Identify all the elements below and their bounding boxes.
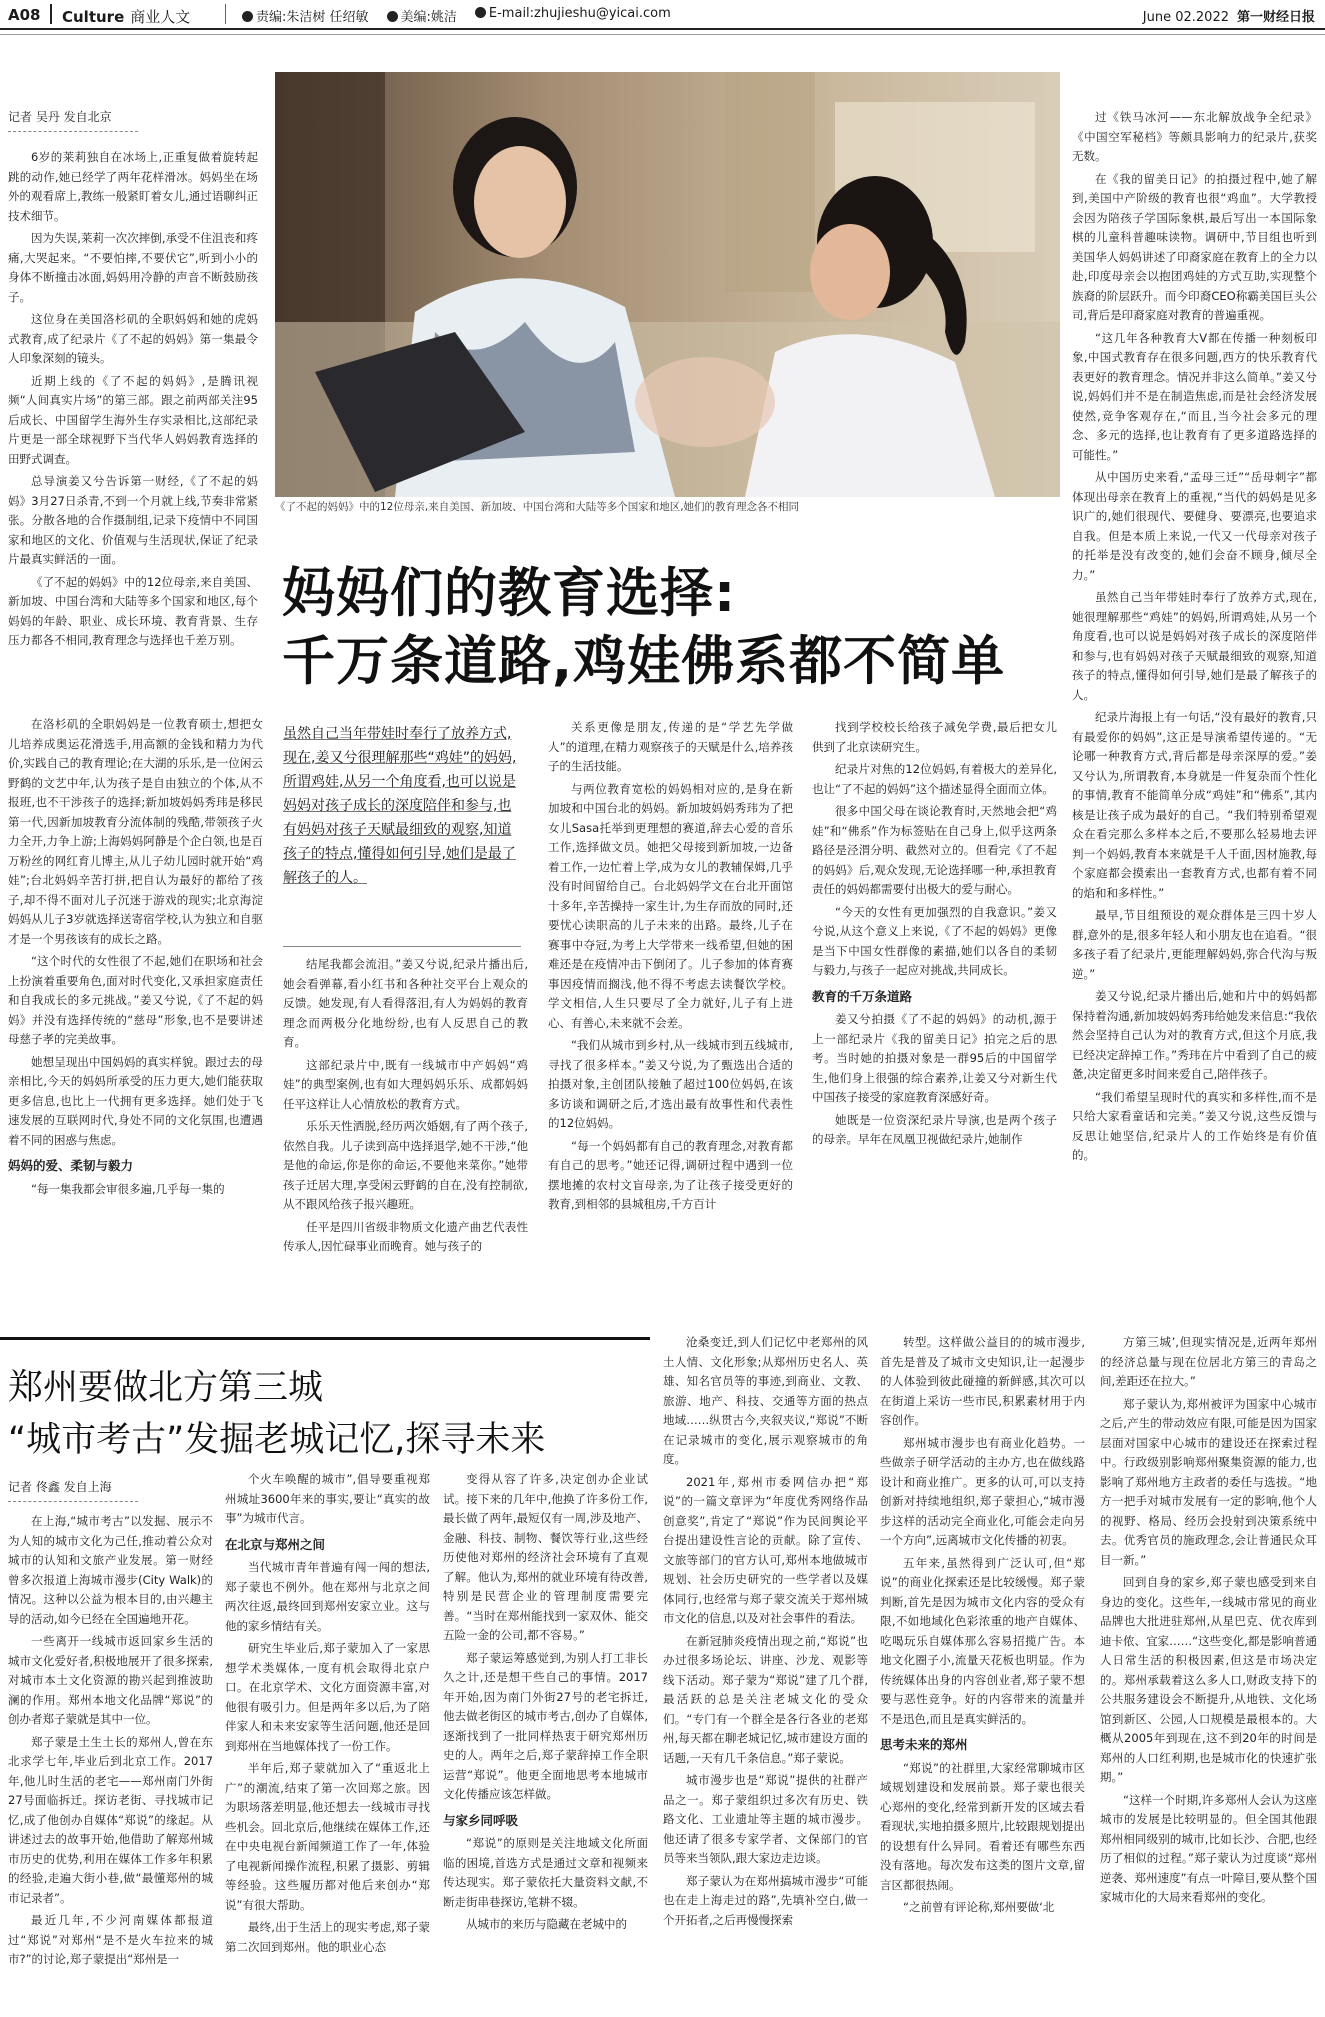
- paragraph: 从中国历史来看,“孟母三迁”“岳母刺字”都体现出母亲在教育上的重视,“当代的妈妈是见多识广的,她们很现代、要健身、要漂亮,也要追求自我。但是本质上来说,一代又一代母亲对孩子的托举是没有改变的,她们会奋不顾身,倾尽全力。”: [1072, 470, 1317, 582]
- paragraph: 与两位教育宽松的妈妈相对应的,是身在新加坡和中国台北的妈妈。新加坡妈妈秀玮为了把女儿Sasa托举到更理想的赛道,辞去心爱的音乐工作,选择做文员。她把父母接到新加坡,一边备着工作,一边忙着上学,成为女儿的教辅保姆,几乎没有时间留给自己。台北妈妈学文在台北开面馆十多年,辛苦操持一家生计,为生存而放的同时,还要忧心读职高的儿子未来的出路。最终,儿子在赛事中夺冠,为考上大学带来一线希望,但她的困难还是在疫情冲击下倒闭了。儿子参加的体育赛事因疫情而搁浅,他不得不考虑去读餐饮学校。学文相信,人生只要尽了全力就好,儿子有上进心、有善心,未来就不会差。: [548, 781, 793, 1030]
- bullet-icon: [387, 11, 398, 22]
- article2-column-4: [663, 1333, 868, 2012]
- issue-date: [1143, 6, 1315, 25]
- paragraph: 她想呈现出中国妈妈的真实样貌。跟过去的母亲相比,今天的妈妈所承受的压力更大,她们能获取更多信息,也比上一代拥有更多选择。她们处于飞速发展的互联网时代,身处不同的文化氛围,也遭遇着不同的困惑与焦虑。: [8, 1054, 263, 1147]
- paragraph: 纪录片对焦的12位妈妈,有着极大的差异化,也让“了不起的妈妈”这个描述显得全面而立体。: [812, 762, 1057, 796]
- article1-column-5: [1072, 108, 1317, 1308]
- paragraph: 这位身在美国洛杉矶的全职妈妈和她的虎妈式教育,成了纪录片《了不起的妈妈》第一集最令人印象深刻的镜头。: [8, 312, 258, 365]
- paragraph: 因为失误,莱莉一次次摔倒,承受不住沮丧和疼痛,大哭起来。“不要怕摔,不要伏它”,听到小小的身体不断撞击冰面,妈妈用冷静的声音不断鼓励孩子。: [8, 231, 258, 304]
- paragraph: 近期上线的《了不起的妈妈》,是腾讯视频“人间真实片场”的第三部。跟之前两部关注95后成长、中国留学生海外生存实录相比,这部纪录片更是一部全球视野下当代华人妈妈教育选择的田野式调查。: [8, 373, 258, 466]
- paragraph: 纪录片海报上有一句话,“没有最好的教育,只有最爱你的妈妈”,这正是导演希望传递的。“无论哪一种教育方式,背后都是母亲深厚的爱。”姜又兮认为,所谓教育,本身就是一件复杂而个性化的事情,教育不能简单分成“鸡娃”和“佛系”,其内核是让孩子成为最好的自己。“我们特别希望观众在看完那么多样本之后,不要那么轻易地去评判一个妈妈,教育本来就是千人千面,因材施教,每个家庭都会摸索出一套教育方式,也都有着不同的焰和和多样性。”: [1072, 710, 1317, 900]
- subhead-b: 与家乡同呼吸: [443, 1812, 519, 1828]
- article1-headline: [282, 560, 1062, 696]
- paragraph: 郑子蒙是土生土长的郑州人,曾在东北求学七年,毕业后到北京工作。2017年,他儿时生活的老宅——郑州南门外街27号面临拆迁。探访老街、寻找城市记忆,成了他创办自媒体“郑说”的缘起。从讲述过去的故事开始,他借助了解郑州城市历史的优势,利用在媒体工作多年积累的经验,走遍大街小巷,做“最懂郑州的城市记录者”。: [8, 1734, 213, 1905]
- paragraph: “我们希望呈现时代的真实和多样性,而不是只给大家看童话和完美。”姜又兮说,这些反馈与反思让她坚信,纪录片人的工作始终是有价值的。: [1072, 1089, 1317, 1162]
- section-name-en: Culture: [62, 8, 125, 26]
- paragraph: “郑说”的社群里,大家经常聊城市区域规划建设和发展前景。郑子蒙也很关心郑州的变化,经常到新开发的区域去看看现状,实地拍摄多照片,比较跟规划提出的设想有什么异同。看着还有哪些东西没有落地。每次发布这类的图片文章,留言区都很热闹。: [880, 1760, 1085, 1892]
- page-header: [0, 0, 1325, 30]
- paragraph: 当代城市青年普遍有闯一闯的想法,郑子蒙也不例外。他在郑州与北京之间两次往返,最终回到郑州安家立业。这与他的家乡情结有关。: [225, 1560, 430, 1633]
- header-divider: [225, 4, 226, 24]
- article1-column-1b: [8, 715, 263, 1315]
- paragraph: 沧桑变迁,到人们记忆中老郑州的风土人情、文化形象;从郑州历史名人、英雄、知名官员等的事迹,到商业、文教、旅游、地产、科技、交通等方面的热点地域……纵贯古今,夹叙夹议,“郑说”不断在记录城市的变化,展示观察城市的角度。: [663, 1335, 868, 1466]
- paragraph: 在上海,“城市考古”以发掘、展示不为人知的城市文化为己任,推动着公众对城市的认知和文旅产业发展。第一财经曾多次报道上海城市漫步(City Walk)的情况。这种以公益为根本目的,由兴趣主导的活动,如今已经在全国遍地开花。: [8, 1514, 213, 1626]
- bullet-icon: [242, 11, 253, 22]
- colE-after: [880, 1759, 1085, 1918]
- article2-column-6: [1100, 1333, 1317, 2012]
- col6-body: [1072, 108, 1317, 1166]
- paragraph: “郑说”的原则是关注地域文化所面临的困境,首选方式是通过文章和视频来传达现实。郑子蒙依托大量资料文献,不断走街串巷探访,笔耕不辍。: [443, 1836, 648, 1909]
- col3-body: [283, 955, 528, 1257]
- paragraph: 结尾我都会流泪。”姜又兮说,纪录片播出后,她会看弹幕,看小红书和各种社交平台上观众的反馈。她发现,有人看得落泪,有人为妈妈的教育理念而两极分化地纷纷,也有人反思自己的教育。: [283, 957, 528, 1049]
- col1-body: [8, 148, 258, 651]
- paragraph: 城市漫步也是“郑说”提供的社群产品之一。郑子蒙组织过多次有历史、铁路文化、工业遗址等主题的城市漫步。他还请了很多专家学者、文保部门的官员等来当领队,跟大家边走边谈。: [663, 1773, 868, 1865]
- mother-daughter-photo: [275, 72, 1060, 497]
- editor-credit: [242, 6, 369, 25]
- headline-line-2: “城市考古”发掘老城记忆,探寻未来: [8, 1420, 546, 1460]
- paragraph: 从城市的来历与隐藏在老城中的: [466, 1917, 627, 1931]
- paragraph: 《了不起的妈妈》中的12位母亲,来自美国、新加坡、中国台湾和大陆等多个国家和地区,每个妈妈的年龄、职业、成长环境、教育背景、生存压力都各不相同,教育理念与选择也千差万别。: [8, 574, 258, 647]
- paragraph: “这样一个时期,许多郑州人会认为这座城市的发展是比较明显的。但全国其他跟郑州相同级别的城市,比如长沙、合肥,也经历了相似的过程。”郑子蒙认为过度谈“郑州逆袭、郑州速度”有点一叶障目,要从整个国家城市化的大局来看郑州的变化。: [1100, 1792, 1317, 1904]
- paragraph: “每一个妈妈都有自己的教育理念,对教育都有自己的思考。”她还记得,调研过程中遇到一位摆地摊的农村文盲母亲,为了让孩子接受更好的教育,到相邻的县城租房,千方百计: [548, 1138, 793, 1211]
- col4-body: [548, 718, 793, 1215]
- article1-column-2: [283, 955, 528, 1310]
- pull-quote: [283, 722, 521, 947]
- subhead-a: 在北京与郑州之间: [225, 1536, 326, 1552]
- article2-byline: 记者 佟鑫 发自上海: [8, 1478, 138, 1502]
- article2-column-5: [880, 1333, 1085, 2012]
- paragraph: 姜又兮说,纪录片播出后,她和片中的妈妈都保持着沟通,新加坡妈妈秀玮给她发来信息:“我依然会坚持自己认为对的教育方式,但这个月底,我已经决定辞掉工作。”秀玮在片中看到了自己的疲惫,决定留更多时间来爱自己,陪伴孩子。: [1072, 989, 1317, 1081]
- paragraph: 找到学校校长给孩子减免学费,最后把女儿供到了北京读研究生。: [812, 720, 1057, 754]
- paragraph: 半年后,郑子蒙就加入了“重返北上广”的潮流,结束了第一次回郑之旅。因为职场落差明显,他还想去一线城市寻找些机会。回北京后,他继续在媒体工作,还在中央电视台新闻频道工作了一年,体验了电视新闻操作流程,积累了摄影、剪辑等经验。这些履历都对他后来创办“郑说”有很大帮助。: [225, 1761, 430, 1912]
- credits: [242, 6, 671, 25]
- paragraph: 关系更像是朋友,传递的是“学艺先学做人”的道理,在精力观察孩子的天赋是什么,培养孩子的生活技能。: [548, 720, 793, 773]
- colB-body: [225, 1558, 430, 1957]
- paragraph: 五年来,虽然得到广泛认可,但“郑说”的商业化探索还是比较缓慢。郑子蒙判断,首先是因为城市文化内容的受众有限,不如地域化色彩浓重的地产自媒体、吃喝玩乐自媒体那么容易招揽广告。本地文化圈子小,流量天花板也明显。作为传统媒体出身的内容创业者,郑子蒙不想要与恶性竞争。好的内容带来的流量并不是迅色,而且是真实鲜活的。: [880, 1555, 1085, 1726]
- date-text: June 02.2022: [1142, 10, 1229, 25]
- colF-body: [1100, 1333, 1317, 1908]
- article2-headline: [8, 1362, 545, 1466]
- page-number: A08: [8, 6, 41, 24]
- paragraph: 这部纪录片中,既有一线城市中产妈妈“鸡娃”的典型案例,也有如大理妈妈乐乐、成都妈妈任平这样让人心情放松的教育方式。: [283, 1057, 528, 1111]
- paragraph: 在新冠肺炎疫情出现之前,“郑说”也办过很多场论坛、讲座、沙龙、观影等线下活动。郑子蒙为“郑说”建了几个群,最活跃的总是关注老城文化的受众们。“专门有一个群全是各行各业的老郑州,每天都在聊老城记忆,城市建设方面的话题,一天有几千条信息。”郑子蒙说。: [663, 1633, 868, 1765]
- paragraph: 郑子蒙认为在郑州搞城市漫步“可能也在走上海走过的路”,先填补空白,做一个开拓者,之后再慢慢探索: [663, 1873, 868, 1927]
- section-name: [62, 6, 190, 27]
- header-divider: [50, 4, 52, 24]
- paragraph: “这个时代的女性很了不起,她们在职场和社会上扮演着重要角色,面对时代变化,又承担家庭责任和自我成长的多元挑战。”姜又兮说,《了不起的妈妈》并没有选择传统的“慈母”形象,也不是要讲述母慈子孝的完美故事。: [8, 954, 263, 1046]
- paragraph: 个火车唤醒的城市”,倡导要重视郑州城址3600年来的事实,要让“真实的故事”为城市代言。: [225, 1472, 430, 1525]
- editor-text: 责编:朱洁树 任绍敏: [256, 10, 369, 25]
- headline-line-1: 妈妈们的教育选择:: [282, 563, 737, 624]
- paragraph: 在《我的留美日记》的拍摄过程中,她了解到,美国中产阶级的教育也很“鸡血”。大学教授会因为陪孩子学国际象棋,最后写出一本国际象棋的儿童科普趣味读物。调研中,节目组也听到美国华人妈妈讲述了印裔家庭在教育上的全力以赴,印度母亲会以抱团鸡娃的方式互助,实现整个族裔的阶层跃升。而今印裔CEO称霸美国巨头公司,背后是印裔家庭对教育的普遍重视。: [1072, 171, 1317, 322]
- pull-quote-text: 虽然自己当年带娃时奉行了放养方式,现在,姜又兮很理解那些“鸡娃”的妈妈,所谓鸡娃,从另一个角度看,也可以说是妈妈对孩子成长的深度陪伴和参与,也有妈妈对孩子天赋最细致的观察,知道孩子的特点,懂得如何引导,她们是最了解孩子的人。: [283, 726, 517, 886]
- paragraph: 很多中国父母在谈论教育时,天然地会把“鸡娃”和“佛系”作为标签贴在自己身上,似乎这两条路径是泾渭分明、截然对立的。但看完《了不起的妈妈》后,观众发现,无论选择哪一种,承担教育责任的妈妈都需要付出极大的爱与耐心。: [812, 804, 1057, 896]
- paragraph: 最早,节目组预设的观众群体是三四十岁人群,意外的是,很多年轻人和小朋友也在追看。“很多孩子看了纪录片,更能理解妈妈,弥合代沟与叛逆。”: [1072, 908, 1317, 981]
- email-text: E-mail:zhujieshu@yicai.com: [488, 6, 671, 21]
- col5-body: [812, 718, 1057, 981]
- colB-start: [225, 1470, 430, 1529]
- header-rule: [0, 34, 1325, 35]
- artist-credit: [387, 6, 457, 25]
- col2-body: [8, 715, 263, 1150]
- paragraph: 最终,出于生活上的现实考虑,郑子蒙第二次回到郑州。他的职业心态: [225, 1920, 430, 1954]
- headline-line-1: 郑州要做北方第三城: [8, 1368, 324, 1408]
- paragraph: 虽然自己当年带娃时奉行了放养方式,现在,她很理解那些“鸡娃”的妈妈,所谓鸡娃,从另一个角度看,也可以说是妈妈对孩子成长的深度陪伴和参与,也有妈妈对孩子天赋最细致的观察,知道孩子的特点,懂得如何引导,她们是最了解孩子的人。: [1072, 590, 1317, 702]
- colC-body: [443, 1470, 648, 1805]
- article-divider: [0, 1337, 650, 1340]
- paragraph: 一些离开一线城市返回家乡生活的城市文化爱好者,积极地展开了很多探索,对城市本土文化资源的勘兴起到推波助澜的作用。郑州本地文化品牌“郑说”的创办者郑子蒙就是其中一位。: [8, 1634, 213, 1726]
- colE-body: [880, 1333, 1085, 1729]
- subhead-2: 教育的千万条道路: [812, 988, 913, 1004]
- paragraph: “这几年各种教育大V都在传播一种刻板印象,中国式教育存在很多问题,西方的快乐教育代表更好的教育理念。情况并非这么简单。”姜又兮说,妈妈们并不是在制造焦虑,而是社会经济发展使然,竞争客观存在,“而且,当今社会多元的理念、多元的选择,也让教育有了更多道路选择的可能性。”: [1072, 330, 1317, 462]
- photo-caption: 《了不起的妈妈》中的12位母亲,来自美国、新加坡、中国台湾和大陆等多个国家和地区,她们的教育理念各不相同: [275, 501, 800, 513]
- paragraph: 变得从容了许多,决定创办企业试试。接下来的几年中,他换了许多份工作,最长做了两年,最短仅有一周,涉及地产、金融、科技、制物、餐饮等行业,这些经历使他对郑州的经济社会环境有了直观了解。他认为,郑州的就业环境有待改善,特别是民营企业的管理制度需要完善。“当时在郑州能找到一家双休、能交五险一金的公司,都不容易。”: [443, 1472, 648, 1642]
- section-name-cn: 商业人文: [130, 8, 191, 26]
- paragraph: 2021年,郑州市委网信办把“郑说”的一篇文章评为“年度优秀网络作品创意奖”,肯定了“郑说”作为民间舆论平台提出建设性言论的贡献。除了宣传、文旅等部门的官方认可,郑州本地做城市规划、社会历史研究的一些学者以及媒体同行,也经常与郑子蒙交流关于郑州城市文化的信息,以及对社会事件的看法。: [663, 1474, 868, 1625]
- artist-text: 美编:姚洁: [400, 10, 457, 25]
- paper-name: 第一财经日报: [1236, 10, 1315, 25]
- colA-body: [8, 1512, 213, 1970]
- paragraph: 方第三城’,但现实情况是,近两年郑州的经济总量与现在位居北方第三的青岛之间,差距还在拉大。”: [1100, 1335, 1317, 1388]
- article1-column-3: [548, 718, 793, 1310]
- bullet-icon: [475, 7, 486, 18]
- article2-column-1: [8, 1512, 213, 2012]
- colD-body: [663, 1333, 868, 1930]
- col5-after: [812, 1010, 1057, 1150]
- colC-after: [443, 1834, 648, 1935]
- paragraph: 乐乐天性洒脱,经历两次婚姻,有了两个孩子,依然自我。儿子读到高中选择退学,她不干涉,“他是他的命运,你是你的命运,不要他来菜你。”她带孩子迁居大理,享受闲云野鹤的自在,没有控制欲,从不跟风给孩子报兴趣班。: [283, 1119, 528, 1211]
- col2-after: [8, 1180, 263, 1200]
- subhead-1: 妈妈的爱、柔韧与毅力: [8, 1158, 134, 1173]
- subhead-c: 思考未来的郑州: [880, 1737, 968, 1752]
- headline-line-2: 千万条道路,鸡娃佛系都不简单: [282, 631, 1006, 692]
- paragraph: 她既是一位资深纪录片导演,也是两个孩子的母亲。早年在凤凰卫视做纪录片,她制作: [812, 1112, 1057, 1146]
- paragraph: 郑子蒙运筹感觉到,为别人打工非长久之计,还是想干些自己的事情。2017年开始,因为南门外街27号的老宅拆迁,他去做老街区的城市考古,创办了自媒体,逐渐找到了一批同样热衷于研究郑州历史的人。两年之后,郑子蒙辞掉工作全职运营“郑说”。他更全面地思考本地城市文化传播应该怎样做。: [443, 1650, 648, 1801]
- paragraph: “我们从城市到乡村,从一线城市到五线城市,寻找了很多样本。”姜又兮说,为了甄选出合适的拍摄对象,主创团队接触了超过100位妈妈,在该多访谈和调研之后,才选出最有故事性和代表性的12位妈妈。: [548, 1038, 793, 1130]
- article1-column-4: [812, 718, 1057, 1310]
- paragraph: 任平是四川省级非物质文化遗产曲艺代表性传承人,因忙碌事业而晚育。她与孩子的: [283, 1219, 528, 1253]
- paragraph: 在洛杉矶的全职妈妈是一位教育硕士,想把女儿培养成奥运花滑选手,用高额的金钱和精力为代价,实践自己的教育理论;在大湖的乐乐,是一位闲云野鹤的文艺中年,认为孩子是自由独立的个体,从不报班,也不干涉孩子的选择;新加坡妈妈秀玮是移民第一代,因新加坡教育分流体制的残酷,带领孩子火力全开,力争上游;上海妈妈阿静是个企白领,也是百万粉丝的网红育儿博主,从儿子幼儿园时就开始“鸡娃”;台北妈妈辛苦打拼,把自认为最好的都给了孩子,却不得不面对儿子沉迷于游戏的现实;北京海淀妈妈从儿子3岁就选择送寄宿学校,认为独立和自驱才是一个男孩该有的成长之路。: [8, 717, 263, 946]
- paragraph: 转型。这样做公益目的的城市漫步,首先是普及了城市文史知识,让一起漫步的人体验到彼此碰撞的新鲜感,其次可以在街道上采访一些市民,积累素材用于内容创作。: [880, 1335, 1085, 1427]
- paragraph: 姜又兮拍摄《了不起的妈妈》的动机,源于上一部纪录片《我的留美日记》拍完之后的思考。当时她的拍摄对象是一群95后的中国留学生,他们身上很强的综合素养,让姜又兮对新生代中国孩子接受的家庭教育深感好奇。: [812, 1012, 1057, 1104]
- paragraph: “每一集我都会审很多遍,几乎每一集的: [31, 1181, 225, 1196]
- article1-photo: [275, 72, 1060, 497]
- email-credit: [475, 6, 671, 25]
- paragraph: 最近几年,不少河南媒体都报道过“郑说”对郑州“是不是火车拉来的城市?”的讨论,郑子蒙提出“郑州是一: [8, 1913, 213, 1966]
- paragraph: 过《铁马冰河——东北解放战争全纪录》《中国空军秘档》等颇具影响力的纪录片,获奖无数。: [1072, 110, 1317, 163]
- paragraph: 6岁的莱莉独自在冰场上,正重复做着旋转起跳的动作,她已经学了两年花样滑冰。妈妈坐在场外的观看席上,教练一般紧盯着女儿,通过语聊纠正技术细节。: [8, 150, 258, 223]
- article2-column-2: [225, 1470, 430, 2012]
- article2-column-3: [443, 1470, 648, 2012]
- paragraph: “之前曾有评论称,郑州要做‘北: [903, 1900, 1055, 1914]
- paragraph: 郑子蒙认为,郑州被评为国家中心城市之后,产生的带动效应有限,可能是因为国家层面对国家中心城市的建设还在探索过程中。行政级别影响郑州聚集资源的能力,也影响了郑州地方主政者的委任与选拔。“地方一把手对城市发展有一定的影响,他个人的视野、格局、经历会投射到决策系统中去。优秀官员的施政理念,会让普通民众耳目一新。”: [1100, 1396, 1317, 1567]
- article1-byline: 记者 吴丹 发自北京: [8, 108, 138, 132]
- paragraph: 总导演姜又兮告诉第一财经,《了不起的妈妈》3月27日杀青,不到一个月就上线,节奏非常紧张。分散各地的合作摄制组,记录下疫情中不同国家和地区的文化、价值观与生活现状,保证了纪录片最真实鲜活的一面。: [8, 474, 258, 566]
- paragraph: 郑州城市漫步也有商业化趋势。一些做亲子研学活动的主办方,也在做线路设计和商业推广。更多的认可,可以支持创新对持续地组织,郑子蒙担心,“城市漫步这样的活动完全商业化,可能会走向另一个方向”,远离城市文化传播的初衷。: [880, 1435, 1085, 1547]
- paragraph: 回到自身的家乡,郑子蒙也感受到来自身边的变化。这些年,一线城市常见的商业品牌也大批进驻郑州,从星巴克、优衣库到迪卡侬、宜家……“这些变化,都是影响普通人日常生活的积极因素,但这是市场决定的。郑州承载着这么多人口,财政支持下的公共服务建设会不断提升,从地铁、文化场馆到新区、公园,人口规模是最根本的。大概从2005年到现在,这不到20年的时间是郑州的人口红利期,也是城市化的快速扩张期。”: [1100, 1575, 1317, 1784]
- paragraph: “今天的女性有更加强烈的自我意识。”姜又兮说,从这个意义上来说,《了不起的妈妈》更像是当下中国女性群像的素描,她们以各自的柔韧与毅力,与孩子一起应对挑战,共同成长。: [812, 904, 1057, 977]
- paragraph: 研究生毕业后,郑子蒙加入了一家思想学术类媒体,一度有机会取得北京户口。在北京学术、文化方面资源丰富,对他很有吸引力。但是两年多以后,为了陪伴家人和未来安家等生活问题,他还是回到郑州在当地媒体找了一份工作。: [225, 1641, 430, 1753]
